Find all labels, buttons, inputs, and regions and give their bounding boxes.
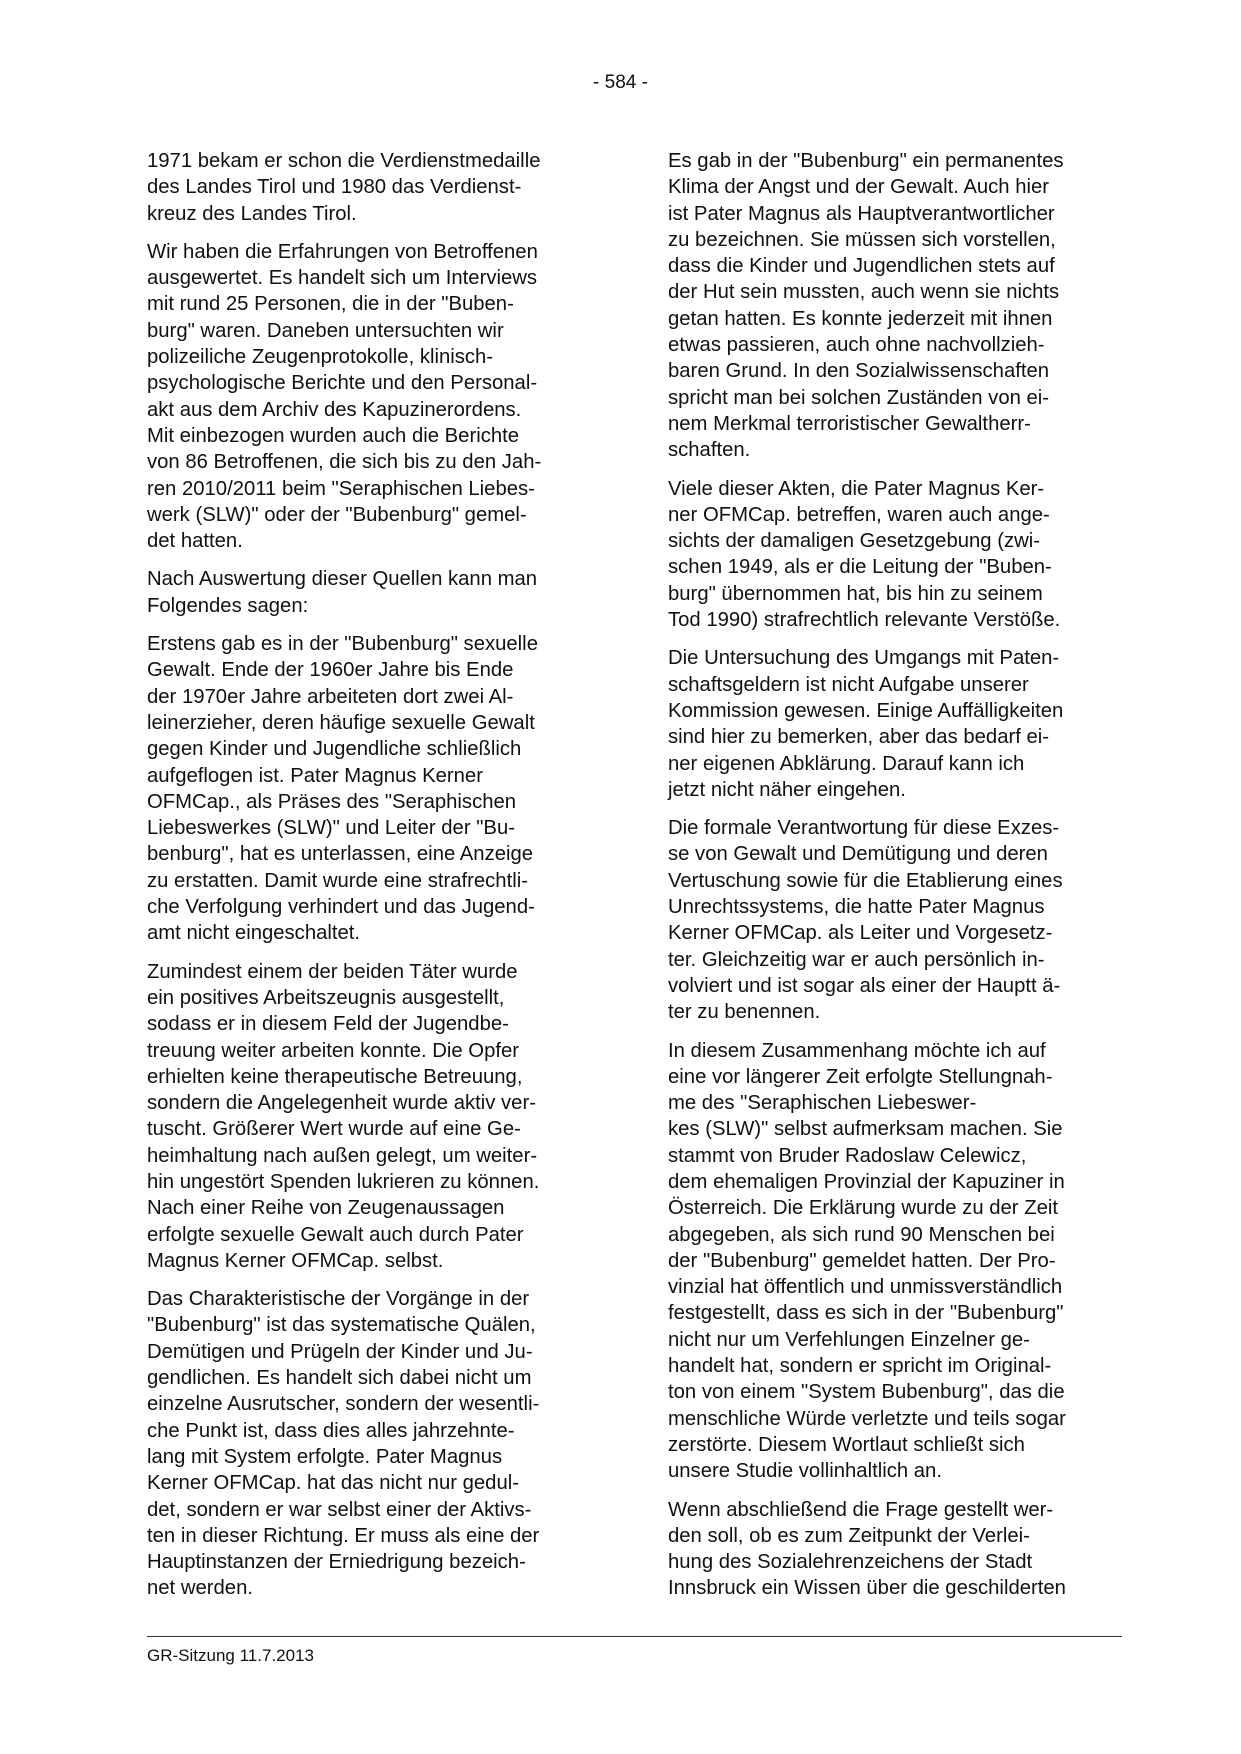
- text-line: menschliche Würde verletzte und teils sogar: [668, 1407, 1066, 1430]
- text-line: che Verfolgung verhindert und das Jugend-: [147, 896, 535, 919]
- paragraph: [147, 148, 601, 227]
- text-line: mit rund 25 Personen, die in der "Buben-: [147, 293, 514, 316]
- text-line: sondern die Angelegenheit wurde aktiv ver-: [147, 1092, 536, 1115]
- text-line: Kerner OFMCap. als Leiter und Vorgesetz-: [668, 922, 1053, 945]
- footer-divider: [147, 1636, 1122, 1637]
- text-line: erfolgte sexuelle Gewalt auch durch Pater: [147, 1223, 524, 1246]
- text-line: nicht nur um Verfehlungen Einzelner ge-: [668, 1328, 1030, 1351]
- text-line: Klima der Angst und der Gewalt. Auch hier: [668, 176, 1050, 199]
- paragraph: [668, 1497, 1122, 1602]
- text-line: schaftsgeldern ist nicht Aufgabe unserer: [668, 673, 1029, 696]
- text-line: ton von einem "System Bubenburg", das die: [668, 1381, 1065, 1404]
- text-line: amt nicht eingeschaltet.: [147, 922, 361, 945]
- text-line: schaften.: [668, 439, 751, 462]
- text-line: ausgewertet. Es handelt sich um Interviews: [147, 267, 538, 290]
- text-line: 1971 bekam er schon die Verdienstmedaille: [147, 150, 541, 172]
- text-line: Österreich. Die Erklärung wurde zu der Zeit: [668, 1197, 1058, 1220]
- text-line: me des "Seraphischen Liebeswer-: [668, 1092, 977, 1115]
- text-line: sind hier zu bemerken, aber das bedarf ei-: [668, 726, 1050, 749]
- text-line: treuung weiter arbeiten konnte. Die Opfer: [147, 1039, 520, 1062]
- text-line: der "Bubenburg" gemeldet hatten. Der Pro-: [668, 1249, 1056, 1272]
- text-line: Magnus Kerner OFMCap. selbst.: [147, 1249, 444, 1272]
- text-line: kreuz des Landes Tirol.: [147, 202, 357, 225]
- text-line: Unrechtssystems, die hatte Pater Magnus: [668, 896, 1045, 919]
- text-line: hung des Sozialehrenzeichens der Stadt: [668, 1551, 1033, 1574]
- text-line: Mit einbezogen wurden auch die Berichte: [147, 424, 520, 447]
- text-line: unsere Studie vollinhaltlich an.: [668, 1460, 942, 1483]
- text-line: jetzt nicht näher eingehen.: [668, 778, 906, 801]
- text-line: Kommission gewesen. Einige Auffälligkeiten: [668, 699, 1064, 722]
- text-line: hin ungestört Spenden lukrieren zu können.: [147, 1170, 540, 1193]
- text-line: des Landes Tirol und 1980 das Verdienst-: [147, 176, 522, 199]
- text-line: Zumindest einem der beiden Täter wurde: [147, 960, 518, 983]
- text-line: der Hut sein mussten, auch wenn sie nichts: [668, 281, 1060, 304]
- text-line: zerstörte. Diesem Wortlaut schließt sich: [668, 1433, 1025, 1456]
- paragraph: [147, 566, 601, 619]
- text-line: det hatten.: [147, 530, 243, 553]
- text-line: "Bubenburg" ist das systematische Quälen,: [147, 1314, 536, 1337]
- text-line: net werden.: [147, 1577, 253, 1600]
- paragraph: [147, 631, 601, 947]
- text-line: stammt von Bruder Radoslaw Celewicz,: [668, 1144, 1027, 1167]
- text-line: nem Merkmal terroristischer Gewaltherr-: [668, 412, 1031, 435]
- text-line: Kerner OFMCap. hat das nicht nur gedul-: [147, 1472, 520, 1495]
- text-line: von 86 Betroffenen, die sich bis zu den Jah-: [147, 451, 542, 474]
- text-line: Hauptinstanzen der Erniedrigung bezeich-: [147, 1551, 526, 1574]
- footer-session-label: GR-Sitzung 11.7.2013: [147, 1646, 314, 1665]
- text-line: Erstens gab es in der "Bubenburg" sexuelle: [147, 633, 538, 656]
- text-line: leinerzieher, deren häufige sexuelle Gewalt: [147, 711, 535, 734]
- text-line: det, sondern er war selbst einer der Aktivs-: [147, 1498, 532, 1521]
- text-line: abgegeben, als sich rund 90 Menschen bei: [668, 1223, 1055, 1246]
- paragraph: [147, 959, 601, 1275]
- text-line: einzelne Ausrutscher, sondern der wesentli-: [147, 1393, 540, 1416]
- text-line: che Punkt ist, dass dies alles jahrzehnte-: [147, 1419, 515, 1442]
- text-line: ten in dieser Richtung. Er muss als eine der: [147, 1524, 540, 1547]
- text-line: gegen Kinder und Jugendliche schließlich: [147, 738, 522, 761]
- paragraph: [147, 239, 601, 555]
- text-line: Nach einer Reihe von Zeugenaussagen: [147, 1197, 505, 1220]
- text-line: ner eigenen Abklärung. Darauf kann ich: [668, 752, 1025, 775]
- text-line: Innsbruck ein Wissen über die geschilderten: [668, 1577, 1066, 1600]
- text-line: Wir haben die Erfahrungen von Betroffenen: [147, 240, 538, 263]
- text-line: ren 2010/2011 beim "Seraphischen Liebes-: [147, 477, 535, 500]
- text-line: dass die Kinder und Jugendlichen stets auf: [668, 255, 1055, 278]
- text-line: ist Pater Magnus als Hauptverantwortlicher: [668, 202, 1055, 225]
- right-text-column: [668, 148, 1122, 1614]
- paragraph: [668, 476, 1122, 634]
- text-line: Demütigen und Prügeln der Kinder und Ju-: [147, 1340, 533, 1363]
- text-line: kes (SLW)" selbst aufmerksam machen. Sie: [668, 1118, 1063, 1141]
- text-line: handelt hat, sondern er spricht im Original-: [668, 1355, 1052, 1378]
- text-line: Die Untersuchung des Umgangs mit Paten-: [668, 647, 1060, 670]
- text-line: Tod 1990) strafrechtlich relevante Verstöße.: [668, 609, 1061, 632]
- text-line: benburg", hat es unterlassen, eine Anzeige: [147, 843, 534, 866]
- left-text-column: [147, 148, 601, 1614]
- text-line: etwas passieren, auch ohne nachvollzieh-: [668, 334, 1045, 357]
- text-line: Gewalt. Ende der 1960er Jahre bis Ende: [147, 659, 514, 682]
- text-line: heimhaltung nach außen gelegt, um weiter-: [147, 1144, 538, 1167]
- paragraph: [668, 815, 1122, 1025]
- text-line: psychologische Berichte und den Personal-: [147, 372, 538, 395]
- text-line: schen 1949, als er die Leitung der "Buben-: [668, 556, 1052, 579]
- text-line: der 1970er Jahre arbeiteten dort zwei Al-: [147, 685, 514, 708]
- paragraph: [668, 148, 1122, 464]
- text-line: den soll, ob es zum Zeitpunkt der Verlei-: [668, 1524, 1030, 1547]
- text-line: Das Charakteristische der Vorgänge in der: [147, 1288, 530, 1311]
- text-line: OFMCap., als Präses des "Seraphischen: [147, 790, 517, 813]
- text-line: ter. Gleichzeitig war er auch persönlich in-: [668, 948, 1045, 971]
- page-number: - 584 -: [593, 72, 648, 93]
- text-line: ter zu benennen.: [668, 1001, 821, 1024]
- text-line: spricht man bei solchen Zuständen von ei-: [668, 386, 1050, 409]
- text-line: Wenn abschließend die Frage gestellt wer-: [668, 1498, 1054, 1521]
- text-line: getan hatten. Es konnte jederzeit mit ihnen: [668, 307, 1053, 330]
- text-line: werk (SLW)" oder der "Bubenburg" gemel-: [147, 503, 527, 526]
- text-line: baren Grund. In den Sozialwissenschaften: [668, 360, 1050, 383]
- text-line: Nach Auswertung dieser Quellen kann man: [147, 568, 538, 591]
- text-line: Die formale Verantwortung für diese Exzes-: [668, 817, 1060, 840]
- text-line: festgestellt, dass es sich in der "Bubenburg": [668, 1302, 1064, 1325]
- paragraph: [668, 1038, 1122, 1485]
- text-line: eine vor längerer Zeit erfolgte Stellungnah-: [668, 1065, 1053, 1088]
- text-line: zu erstatten. Damit wurde eine strafrechtli-: [147, 869, 528, 892]
- paragraph: [147, 1286, 601, 1602]
- text-line: tuscht. Größerer Wert wurde auf eine Ge-: [147, 1118, 521, 1141]
- text-line: Liebeswerkes (SLW)" und Leiter der "Bu-: [147, 817, 515, 840]
- text-line: zu bezeichnen. Sie müssen sich vorstellen,: [668, 228, 1056, 251]
- text-line: burg" waren. Daneben untersuchten wir: [147, 319, 504, 342]
- text-line: Vertuschung sowie für die Etablierung eines: [668, 869, 1063, 892]
- text-line: volviert und ist sogar als einer der Hauptt ä-: [668, 974, 1061, 997]
- text-line: In diesem Zusammenhang möchte ich auf: [668, 1039, 1046, 1062]
- text-line: akt aus dem Archiv des Kapuzinerordens.: [147, 398, 522, 421]
- text-line: sodass er in diesem Feld der Jugendbe-: [147, 1013, 509, 1036]
- text-line: burg" übernommen hat, bis hin zu seinem: [668, 582, 1043, 605]
- text-line: Folgendes sagen:: [147, 594, 309, 617]
- text-line: ein positives Arbeitszeugnis ausgestellt,: [147, 986, 505, 1009]
- text-line: Viele dieser Akten, die Pater Magnus Ker-: [668, 477, 1045, 500]
- text-line: ner OFMCap. betreffen, waren auch ange-: [668, 503, 1050, 526]
- text-line: erhielten keine therapeutische Betreuung,: [147, 1065, 523, 1088]
- text-line: lang mit System erfolgte. Pater Magnus: [147, 1445, 503, 1468]
- text-line: dem ehemaligen Provinzial der Kapuziner in: [668, 1170, 1065, 1193]
- text-line: se von Gewalt und Demütigung und deren: [668, 843, 1048, 866]
- text-line: Es gab in der "Bubenburg" ein permanentes: [668, 150, 1064, 172]
- paragraph: [668, 645, 1122, 803]
- text-line: aufgeflogen ist. Pater Magnus Kerner: [147, 764, 483, 787]
- text-line: gendlichen. Es handelt sich dabei nicht um: [147, 1367, 532, 1390]
- text-line: polizeiliche Zeugenprotokolle, klinisch-: [147, 346, 494, 369]
- text-line: sichts der damaligen Gesetzgebung (zwi-: [668, 530, 1041, 553]
- text-line: vinzial hat öffentlich und unmissverständlich: [668, 1276, 1063, 1299]
